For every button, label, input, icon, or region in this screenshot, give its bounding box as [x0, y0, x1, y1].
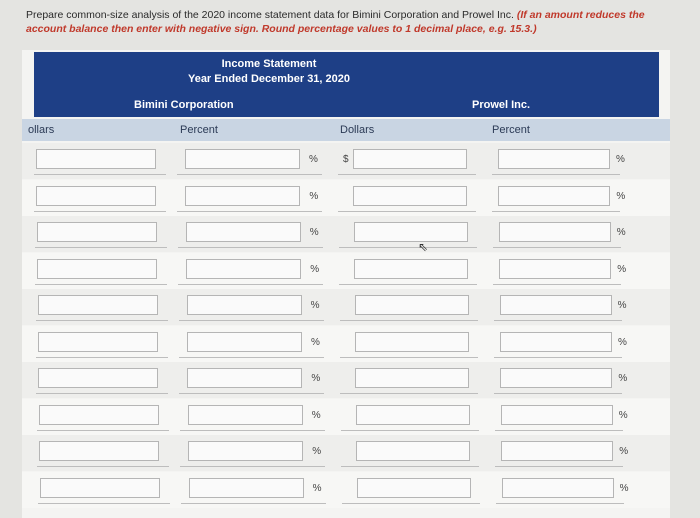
underline — [35, 247, 167, 248]
underline — [494, 357, 622, 358]
underline — [340, 393, 478, 394]
percent-sign: % — [309, 190, 319, 202]
underline — [493, 284, 621, 285]
bimini-percent-input[interactable] — [185, 186, 300, 206]
prowel-percent-input[interactable] — [499, 259, 611, 279]
underline — [178, 284, 323, 285]
underline — [492, 211, 620, 212]
percent-sign: % — [311, 336, 320, 348]
bimini-dollars-input[interactable] — [39, 405, 159, 425]
underline — [180, 430, 325, 431]
bimini-dollars-input[interactable] — [38, 295, 158, 315]
prowel-dollars-input[interactable] — [354, 259, 468, 279]
prowel-dollars-input[interactable] — [355, 332, 469, 352]
underline — [37, 466, 169, 467]
prowel-percent-input[interactable] — [498, 149, 610, 169]
underline — [492, 174, 620, 175]
underline — [496, 503, 624, 504]
dollar-sign: $ — [343, 154, 349, 165]
underline — [180, 466, 325, 467]
percent-sign: % — [616, 227, 626, 238]
percent-sign: % — [619, 482, 629, 494]
underline — [181, 503, 326, 504]
bimini-dollars-input[interactable] — [40, 478, 160, 498]
prowel-percent-input[interactable] — [502, 478, 614, 498]
prowel-percent-input[interactable] — [500, 368, 612, 388]
col-a-dollars: ollars — [28, 124, 55, 136]
bimini-dollars-input[interactable] — [38, 332, 158, 352]
prowel-dollars-input[interactable] — [356, 405, 470, 425]
underline — [34, 211, 166, 212]
underline — [495, 466, 623, 467]
prowel-dollars-input[interactable] — [353, 149, 467, 169]
underline — [36, 357, 168, 358]
percent-sign: % — [311, 409, 321, 421]
table-row — [22, 253, 670, 289]
underline — [338, 211, 476, 212]
statement-title: Income Statement — [221, 58, 317, 70]
percent-sign: % — [312, 482, 322, 494]
bimini-dollars-input[interactable] — [38, 368, 158, 388]
percent-sign: % — [616, 190, 626, 202]
underline — [37, 430, 169, 431]
prowel-dollars-input[interactable] — [353, 186, 467, 206]
instructions-text: Prepare common-size analysis of the 2020 income statement data for Bimini Corporation and Prowel Inc. — [26, 9, 514, 21]
underline — [339, 247, 477, 248]
underline — [38, 503, 170, 504]
bimini-percent-input[interactable] — [187, 368, 302, 388]
percent-sign: % — [619, 446, 629, 457]
percent-sign: % — [618, 409, 628, 421]
underline — [494, 393, 622, 394]
underline — [179, 320, 324, 321]
bimini-dollars-input[interactable] — [37, 222, 157, 242]
underline — [493, 247, 621, 248]
column-headers — [22, 119, 670, 141]
prowel-percent-input[interactable] — [500, 295, 612, 315]
prowel-percent-input[interactable] — [501, 441, 613, 461]
percent-sign: % — [309, 227, 319, 238]
table-row — [22, 326, 670, 362]
underline — [342, 503, 480, 504]
underline — [179, 357, 324, 358]
table-row — [22, 472, 670, 508]
bimini-percent-input[interactable] — [187, 295, 302, 315]
table-row — [22, 216, 670, 252]
underline — [34, 174, 166, 175]
underline — [341, 430, 479, 431]
underline — [339, 284, 477, 285]
table-header — [34, 52, 659, 117]
instructions — [26, 8, 676, 36]
underline — [338, 174, 476, 175]
percent-sign: % — [617, 263, 627, 275]
statement-period: Year Ended December 31, 2020 — [187, 73, 351, 85]
bimini-percent-input[interactable] — [187, 332, 302, 352]
table-row — [22, 362, 670, 398]
percent-sign: % — [616, 154, 625, 165]
prowel-dollars-input[interactable] — [357, 478, 471, 498]
prowel-percent-input[interactable] — [499, 222, 611, 242]
company-a-name: Bimini Corporation — [134, 99, 234, 111]
bimini-percent-input[interactable] — [189, 478, 304, 498]
underline — [178, 247, 323, 248]
percent-sign: % — [618, 336, 627, 348]
bimini-percent-input[interactable] — [186, 222, 301, 242]
bimini-dollars-input[interactable] — [36, 149, 156, 169]
prowel-percent-input[interactable] — [501, 405, 613, 425]
bimini-dollars-input[interactable] — [37, 259, 157, 279]
bimini-percent-input[interactable] — [188, 405, 303, 425]
prowel-dollars-input[interactable] — [355, 295, 469, 315]
col-b-dollars: Dollars — [340, 124, 375, 136]
bimini-dollars-input[interactable] — [39, 441, 159, 461]
instructions-note: (If an amount reduces the account balance then enter with negative sign. Round percentage values to 1 decimal place, e.g. 15.3.) — [26, 9, 645, 35]
percent-sign: % — [312, 446, 322, 457]
table-row — [22, 399, 670, 435]
underline — [177, 211, 322, 212]
company-b-name: Prowel Inc. — [472, 99, 531, 111]
percent-sign: % — [618, 373, 628, 384]
underline — [36, 393, 168, 394]
prowel-dollars-input[interactable] — [355, 368, 469, 388]
underline — [340, 320, 478, 321]
bimini-percent-input[interactable] — [186, 259, 301, 279]
bimini-dollars-input[interactable] — [36, 186, 156, 206]
bimini-percent-input[interactable] — [185, 149, 300, 169]
underline — [341, 466, 479, 467]
mouse-cursor-icon: ⇖ — [418, 240, 429, 254]
prowel-percent-input[interactable] — [500, 332, 612, 352]
percent-sign: % — [311, 373, 321, 384]
income-statement-table — [22, 50, 670, 518]
underline — [35, 284, 167, 285]
prowel-dollars-input[interactable] — [356, 441, 470, 461]
table-row — [22, 289, 670, 325]
prowel-percent-input[interactable] — [498, 186, 610, 206]
bimini-percent-input[interactable] — [188, 441, 303, 461]
table-row — [22, 435, 670, 471]
underline — [179, 393, 324, 394]
underline — [494, 320, 622, 321]
underline — [177, 174, 322, 175]
percent-sign: % — [310, 300, 320, 311]
percent-sign: % — [309, 154, 318, 165]
percent-sign: % — [617, 300, 627, 311]
col-b-percent: Percent — [492, 124, 530, 136]
col-a-percent: Percent — [180, 124, 218, 136]
table-row — [22, 143, 670, 179]
table-row — [22, 180, 670, 216]
underline — [36, 320, 168, 321]
underline — [495, 430, 623, 431]
percent-sign: % — [310, 263, 320, 275]
prowel-dollars-input[interactable] — [354, 222, 468, 242]
underline — [340, 357, 478, 358]
